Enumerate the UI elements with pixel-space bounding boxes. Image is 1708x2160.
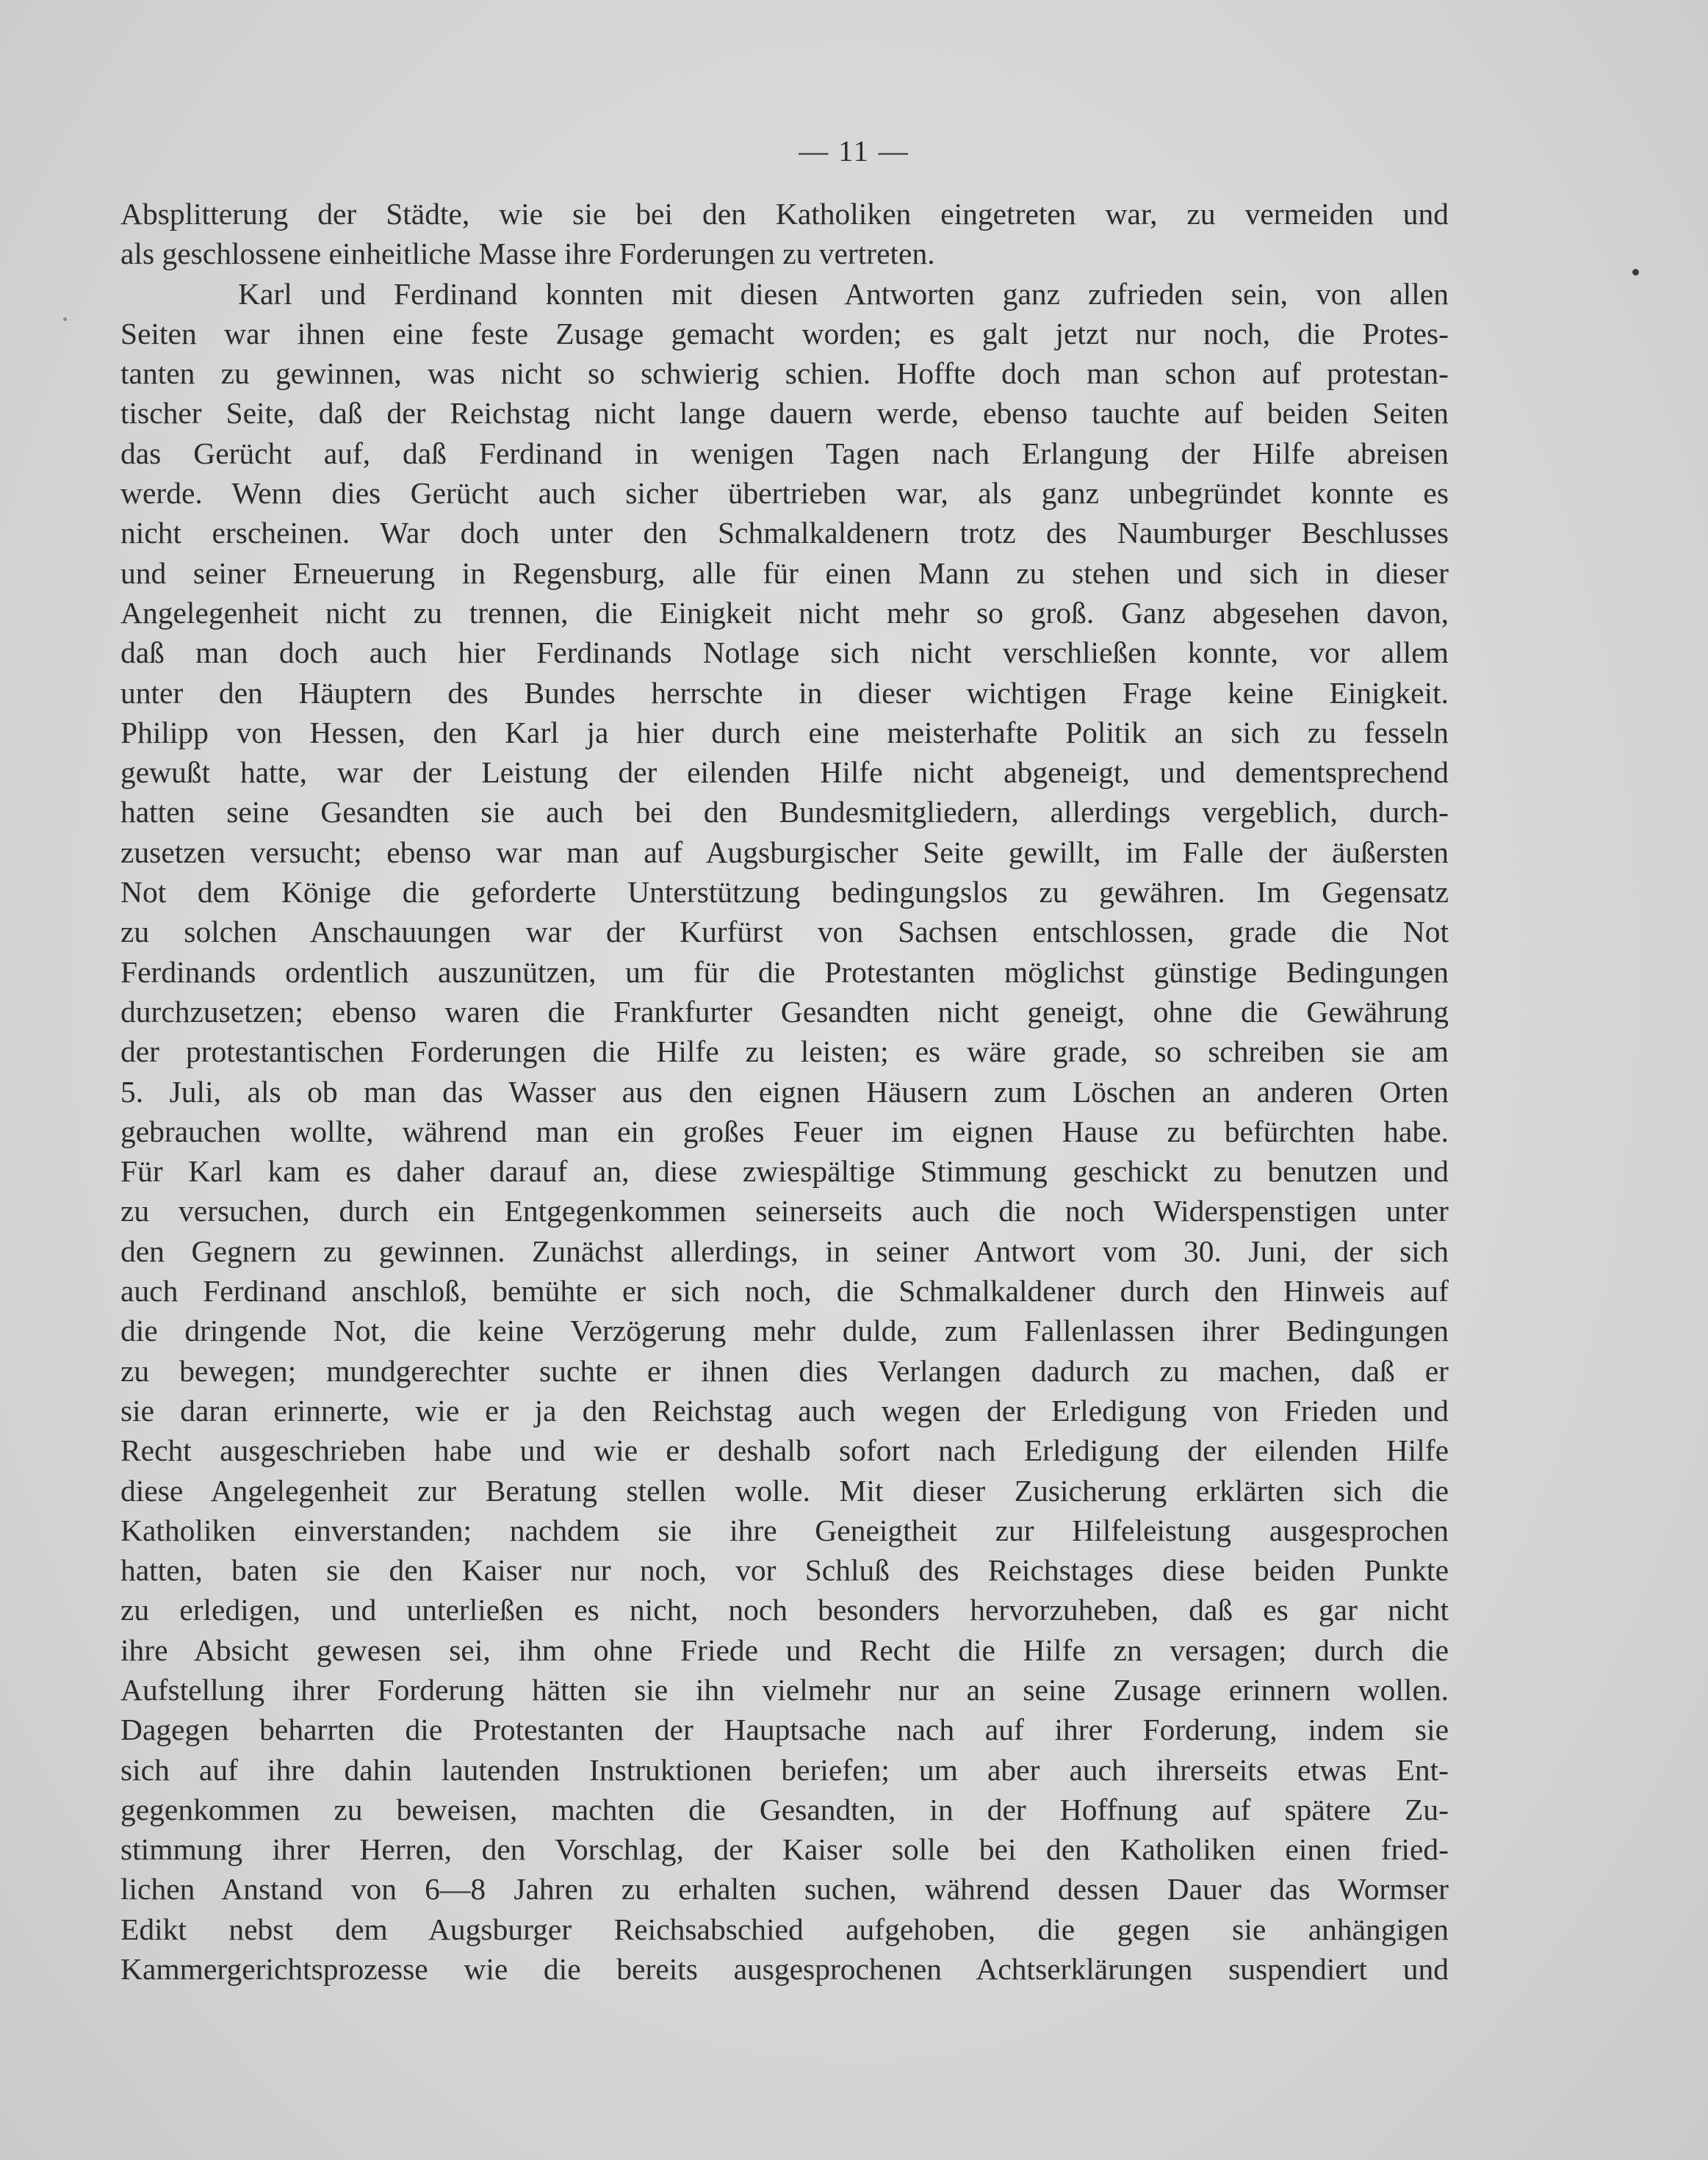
text-line: sie daran erinnerte, wie er ja den Reichstag auch wegen der Erledigung von Frieden und xyxy=(120,1393,1449,1428)
page-number: — 11 — xyxy=(799,134,909,168)
text-line: gegenkommen zu beweisen, machten die Gesandten, in der Hoffnung auf spätere Zu- xyxy=(120,1792,1449,1826)
text-line: Angelegenheit nicht zu trennen, die Einigkeit nicht mehr so groß. Ganz abgesehen davon, xyxy=(120,595,1449,630)
text-line: unter den Häuptern des Bundes herrschte in dieser wichtigen Frage keine Einigkeit. xyxy=(120,675,1449,710)
text-line: ihre Absicht gewesen sei, ihm ohne Friede und Recht die Hilfe zn versagen; durch die xyxy=(120,1632,1449,1667)
text-line: lichen Anstand von 6—8 Jahren zu erhalten suchen, während dessen Dauer das Wormser xyxy=(120,1872,1449,1907)
text-line: stimmung ihrer Herren, den Vorschlag, der Kaiser solle bei den Katholiken einen fried- xyxy=(120,1832,1449,1867)
text-line: tischer Seite, daß der Reichstag nicht lange dauern werde, ebenso tauchte auf beiden Seiten xyxy=(120,396,1449,431)
text-line: Dagegen beharrten die Protestanten der Hauptsache nach auf ihrer Forderung, indem sie xyxy=(120,1713,1449,1747)
text-line: Für Karl kam es daher darauf an, diese zwiespältige Stimmung geschickt zu benutzen und xyxy=(120,1154,1449,1189)
text-line: Kammergerichtsprozesse wie die bereits ausgesprochenen Achtserklärungen suspendiert und xyxy=(120,1952,1449,1987)
text-line: auch Ferdinand anschloß, bemühte er sich noch, die Schmalkaldener durch den Hinweis auf xyxy=(120,1274,1449,1308)
scan-speck xyxy=(63,317,67,321)
text-line: Recht ausgeschrieben habe und wie er deshalb sofort nach Erledigung der eilenden Hilfe xyxy=(120,1433,1449,1468)
text-line: den Gegnern zu gewinnen. Zunächst allerdings, in seiner Antwort vom 30. Juni, der sich xyxy=(120,1234,1449,1268)
text-line: das Gerücht auf, daß Ferdinand in wenigen Tagen nach Erlangung der Hilfe abreisen xyxy=(120,436,1449,470)
text-line: 5. Juli, als ob man das Wasser aus den eignen Häusern zum Löschen an anderen Orten xyxy=(120,1074,1449,1109)
text-line: Ferdinands ordentlich auszunützen, um für die Protestanten möglichst günstige Bedingungen xyxy=(120,954,1449,989)
text-line: diese Angelegenheit zur Beratung stellen wolle. Mit dieser Zusicherung erklärten sich die xyxy=(120,1473,1449,1508)
text-line: sich auf ihre dahin lautenden Instruktionen beriefen; um aber auch ihrerseits etwas Ent- xyxy=(120,1752,1449,1787)
text-line: daß man doch auch hier Ferdinands Notlage sich nicht verschließen konnte, vor allem xyxy=(120,636,1449,670)
text-line: tanten zu gewinnen, was nicht so schwierig schien. Hoffte doch man schon auf protestan- xyxy=(120,356,1449,391)
text-line: Absplitterung der Städte, wie sie bei den Katholiken eingetreten war, zu vermeiden und xyxy=(120,197,1449,231)
text-line: zu versuchen, durch ein Entgegenkommen seinerseits auch die noch Widerspenstigen unter xyxy=(120,1194,1449,1228)
text-line: gewußt hatte, war der Leistung der eilenden Hilfe nicht abgeneigt, und dementsprechend xyxy=(120,755,1449,790)
text-line: gebrauchen wollte, während man ein großes Feuer im eignen Hause zu befürchten habe. xyxy=(120,1114,1449,1148)
scan-speck xyxy=(1632,269,1639,276)
text-line: zu erledigen, und unterließen es nicht, noch besonders hervorzuheben, daß es gar nicht xyxy=(120,1593,1449,1627)
text-line: nicht erscheinen. War doch unter den Schmalkaldenern trotz des Naumburger Beschlusses xyxy=(120,516,1449,550)
text-line: der protestantischen Forderungen die Hilfe zu leisten; es wäre grade, so schreiben sie am xyxy=(120,1034,1449,1069)
text-line: zusetzen versucht; ebenso war man auf Augsburgischer Seite gewillt, im Falle der äußersten xyxy=(120,835,1449,869)
text-line: hatten, baten sie den Kaiser nur noch, vor Schluß des Reichstages diese beiden Punkte xyxy=(120,1553,1449,1588)
text-line: hatten seine Gesandten sie auch bei den Bundesmitgliedern, allerdings vergeblich, durch- xyxy=(120,795,1449,829)
text-line: Katholiken einverstanden; nachdem sie ihre Geneigtheit zur Hilfeleistung ausgesprochen xyxy=(120,1513,1449,1547)
text-line: durchzusetzen; ebenso waren die Frankfurter Gesandten nicht geneigt, ohne die Gewährung xyxy=(120,994,1449,1029)
text-line: Karl und Ferdinand konnten mit diesen Antworten ganz zufrieden sein, von allen xyxy=(238,276,1449,311)
text-line: Seiten war ihnen eine feste Zusage gemacht worden; es galt jetzt nur noch, die Protes- xyxy=(120,316,1449,350)
text-line: Not dem Könige die geforderte Unterstützung bedingungslos zu gewähren. Im Gegensatz xyxy=(120,875,1449,910)
text-line: als geschlossene einheitliche Masse ihre Forderungen zu vertreten. xyxy=(120,237,935,271)
body-text xyxy=(120,194,1449,1989)
text-line: die dringende Not, die keine Verzögerung mehr dulde, zum Fallenlassen ihrer Bedingungen xyxy=(120,1314,1449,1348)
text-line: Philipp von Hessen, den Karl ja hier durch eine meisterhafte Politik an sich zu fesseln xyxy=(120,715,1449,749)
text-line: zu solchen Anschauungen war der Kurfürst von Sachsen entschlossen, grade die Not xyxy=(120,915,1449,949)
text-line: Edikt nebst dem Augsburger Reichsabschied aufgehoben, die gegen sie anhängigen xyxy=(120,1912,1449,1946)
text-line: werde. Wenn dies Gerücht auch sicher übertrieben war, als ganz unbegründet konnte es xyxy=(120,476,1449,511)
text-line: zu bewegen; mundgerechter suchte er ihnen dies Verlangen dadurch zu machen, daß er xyxy=(120,1353,1449,1388)
text-line: und seiner Erneuerung in Regensburg, alle für einen Mann zu stehen und sich in dieser xyxy=(120,555,1449,590)
text-line: Aufstellung ihrer Forderung hätten sie ihn vielmehr nur an seine Zusage erinnern wollen. xyxy=(120,1672,1449,1707)
